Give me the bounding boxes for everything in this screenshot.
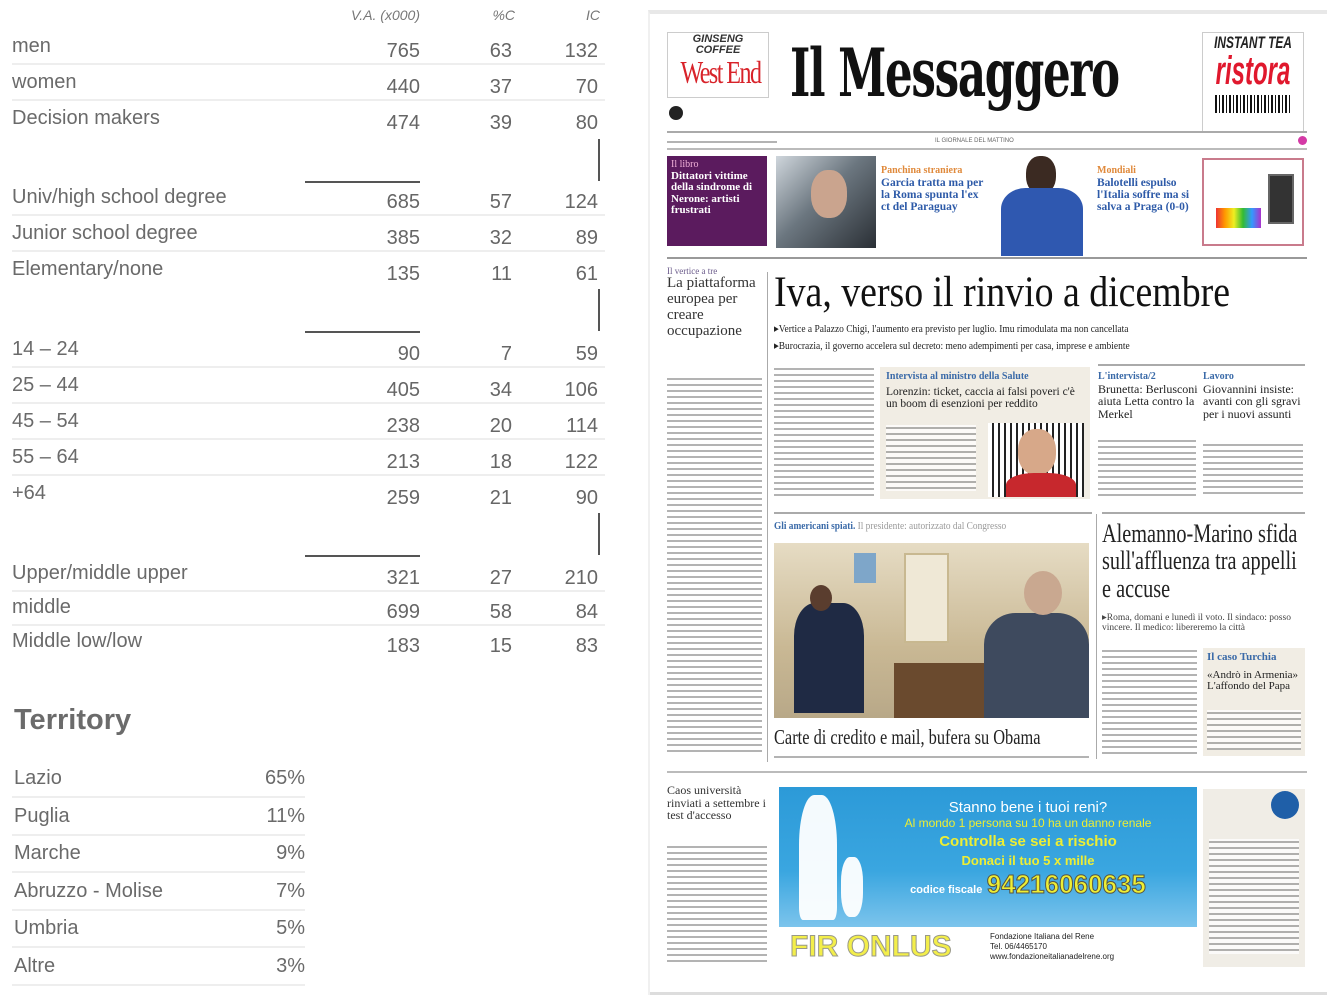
cell-ic: 114 bbox=[566, 415, 598, 437]
teaser-kicker: Il libro bbox=[671, 159, 699, 170]
row-separator bbox=[12, 796, 305, 798]
barcode-icon bbox=[1215, 95, 1291, 113]
photo-kicker-rest: Il presidente: autorizzato dal Congresso bbox=[857, 520, 1007, 532]
territory-share: 11% bbox=[266, 804, 305, 827]
ad-ristora bbox=[1202, 32, 1304, 132]
row-separator bbox=[12, 834, 305, 836]
row-separator bbox=[12, 438, 605, 440]
article-title: Giovannini insiste: avanti con gli sgravi per i nuovi assunti bbox=[1203, 381, 1301, 421]
article-universita[interactable]: Caos università rinviati a settembre i test d'accesso bbox=[667, 783, 766, 823]
ad-text: COFFEE bbox=[695, 44, 741, 56]
row-separator bbox=[12, 624, 605, 626]
row-separator bbox=[12, 63, 605, 65]
group-divider-vertical bbox=[598, 513, 600, 555]
teaser-kicker: Mondiali bbox=[1097, 165, 1136, 176]
territory-title: Territory bbox=[14, 704, 132, 736]
ad-text: GINSENG bbox=[692, 33, 744, 45]
row-separator bbox=[12, 871, 305, 873]
subhead: ▸Burocrazia, il governo accelera sul decreto: meno adempimenti per casa, imprese e ambiente bbox=[774, 340, 1130, 352]
photo-player bbox=[996, 156, 1086, 256]
territory-share: 9% bbox=[276, 842, 305, 864]
photo-kicker-bold: Gli americani spiati. bbox=[774, 520, 856, 532]
cell-ic: 210 bbox=[564, 567, 598, 589]
article-kicker: Il vertice a tre bbox=[667, 266, 718, 276]
cell-va: 135 bbox=[386, 263, 420, 285]
territory-share: 3% bbox=[276, 954, 305, 977]
cell-ic: 83 bbox=[575, 635, 598, 657]
cell-va: 685 bbox=[386, 191, 420, 213]
row-label: women bbox=[12, 71, 77, 93]
row-separator bbox=[12, 402, 605, 404]
article-piattaforma[interactable] bbox=[667, 267, 762, 339]
group-divider bbox=[305, 331, 420, 333]
newspaper-front-page bbox=[648, 10, 1327, 995]
cell-ic: 84 bbox=[575, 601, 598, 623]
ad-line: Controlla se sei a rischio bbox=[939, 833, 1117, 850]
row-separator bbox=[12, 946, 305, 948]
cell-pc: 39 bbox=[489, 112, 512, 134]
teaser-title: Dittatori vittime della sindrome di Nerone: artisti frustrati bbox=[671, 169, 753, 217]
cell-pc: 63 bbox=[489, 40, 512, 62]
territory-share: 5% bbox=[276, 917, 305, 939]
group-divider bbox=[305, 181, 420, 183]
row-label: men bbox=[12, 35, 51, 57]
territory-region: Puglia bbox=[14, 804, 70, 827]
cell-pc: 37 bbox=[489, 76, 512, 98]
row-separator bbox=[12, 366, 605, 368]
ad-brand: West End bbox=[680, 54, 761, 90]
article-kicker: L'intervista/2 bbox=[1098, 371, 1156, 382]
territory-region: Lazio bbox=[14, 767, 62, 789]
row-label: Elementary/none bbox=[12, 258, 164, 280]
cell-pc: 32 bbox=[489, 227, 512, 249]
cell-ic: 61 bbox=[575, 263, 598, 285]
cell-pc: 15 bbox=[489, 635, 512, 657]
cell-ic: 124 bbox=[564, 191, 598, 213]
territory-region: Marche bbox=[14, 842, 81, 864]
ad-fir[interactable] bbox=[779, 787, 1197, 927]
ad-org: FIR ONLUS bbox=[790, 930, 952, 963]
row-separator bbox=[12, 909, 305, 911]
cell-va: 90 bbox=[397, 343, 420, 365]
ad-cf-label: codice fiscale bbox=[910, 884, 983, 896]
ad-line: Donaci il tuo 5 x mille bbox=[961, 853, 1095, 868]
group-divider bbox=[305, 555, 420, 557]
cell-ic: 106 bbox=[564, 379, 598, 401]
cell-ic: 132 bbox=[564, 40, 598, 62]
sidebar-box bbox=[1203, 789, 1305, 967]
cell-ic: 80 bbox=[575, 112, 598, 134]
cell-ic: 59 bbox=[575, 343, 598, 365]
territory-region: Umbria bbox=[14, 917, 79, 939]
row-label: 45 – 54 bbox=[12, 410, 79, 432]
ad-web: www.fondazioneitalianadelrene.org bbox=[990, 952, 1115, 961]
cell-pc: 7 bbox=[500, 343, 512, 365]
ad-line: Al mondo 1 persona su 10 ha un danno renale bbox=[904, 816, 1152, 830]
row-label: middle bbox=[12, 596, 71, 618]
photo-caption[interactable]: Carte di credito e mail, bufera su Obama bbox=[774, 725, 1041, 749]
teaser-kicker: Panchina straniera bbox=[881, 165, 963, 176]
row-separator bbox=[12, 214, 605, 216]
cell-va: 385 bbox=[386, 227, 420, 249]
photo-minister bbox=[988, 423, 1084, 497]
article-lavoro[interactable] bbox=[1203, 372, 1305, 420]
row-label: 14 – 24 bbox=[12, 338, 79, 360]
cell-va: 699 bbox=[386, 601, 420, 623]
teaser-digital[interactable] bbox=[1202, 158, 1304, 246]
article-brunetta[interactable] bbox=[1098, 372, 1198, 420]
ad-contacts bbox=[990, 932, 1114, 962]
row-label: 55 – 64 bbox=[12, 446, 79, 468]
row-label: Decision makers bbox=[12, 107, 160, 129]
ad-text: INSTANT TEA bbox=[1214, 33, 1292, 52]
cell-pc: 11 bbox=[491, 263, 512, 285]
article-rome-title[interactable]: Alemanno-Marino sfida sull'affluenza tra appelli e accuse bbox=[1102, 519, 1298, 603]
cell-pc: 57 bbox=[489, 191, 512, 213]
article-rome-sub: ▸Roma, domani e lunedì il voto. Il sindaco: posso vincere. Il medico: libereremo la città bbox=[1102, 613, 1291, 633]
article-turchia[interactable] bbox=[1203, 648, 1305, 756]
masthead: Il Messaggero bbox=[790, 34, 1119, 112]
cell-va: 213 bbox=[386, 451, 420, 473]
teaser-title: Balotelli espulso l'Italia soffre ma si salva a Praga (0-0) bbox=[1097, 176, 1190, 213]
body-text bbox=[774, 366, 874, 496]
cell-va: 765 bbox=[386, 40, 420, 62]
row-separator bbox=[12, 250, 605, 252]
article-kicker: Lavoro bbox=[1203, 371, 1234, 382]
ad-cf: 94216060635 bbox=[986, 869, 1146, 899]
cell-pc: 58 bbox=[489, 601, 512, 623]
tagline: IL GIORNALE DEL MATTINO bbox=[935, 138, 1014, 144]
cell-ic: 122 bbox=[564, 451, 598, 473]
cell-ic: 89 bbox=[575, 227, 598, 249]
cell-ic: 70 bbox=[575, 76, 598, 98]
badge-icon bbox=[1271, 791, 1299, 819]
row-separator bbox=[12, 590, 605, 592]
cell-va: 321 bbox=[386, 567, 420, 589]
row-separator bbox=[12, 474, 605, 476]
group-divider-vertical bbox=[598, 289, 600, 331]
teaser-title: Garcia tratta ma per la Roma spunta l'ex ct del Paraguay bbox=[881, 176, 984, 213]
col-header-va: V.A. (x000) bbox=[351, 7, 420, 23]
interview-box[interactable] bbox=[880, 367, 1090, 499]
cell-pc: 20 bbox=[489, 415, 512, 437]
cell-va: 259 bbox=[386, 487, 420, 509]
ad-tel: Tel. 06/4465170 bbox=[990, 942, 1047, 951]
row-label: Univ/high school degree bbox=[12, 186, 227, 208]
row-label: +64 bbox=[12, 482, 46, 504]
divider bbox=[667, 257, 1307, 259]
cell-va: 474 bbox=[386, 112, 420, 134]
ad-brand: ristora bbox=[1215, 49, 1291, 93]
price-badge-icon bbox=[669, 106, 683, 120]
col-header-pc: %C bbox=[492, 7, 515, 23]
row-separator bbox=[12, 99, 605, 101]
divider bbox=[667, 131, 1307, 133]
article-kicker: Il caso Turchia bbox=[1207, 651, 1277, 663]
subhead: ▸Vertice a Palazzo Chigi, l'aumento era previsto per luglio. Imu rimodulata ma non cancellata bbox=[774, 323, 1129, 335]
article-title: La piattaforma europea per creare occupazione bbox=[667, 275, 756, 339]
group-divider-vertical bbox=[598, 139, 600, 181]
article-title: «Andrò in Armenia» L'affondo del Papa bbox=[1207, 668, 1299, 693]
cell-pc: 18 bbox=[489, 451, 512, 473]
cell-pc: 27 bbox=[489, 567, 512, 589]
cell-va: 238 bbox=[386, 415, 420, 437]
teaser-mondiali[interactable] bbox=[1097, 166, 1197, 213]
territory-share: 7% bbox=[276, 879, 305, 902]
divider bbox=[667, 148, 1307, 150]
photo-coach bbox=[776, 156, 876, 248]
photo-oval-office bbox=[774, 543, 1089, 718]
article-title: Lorenzin: ticket, caccia ai falsi poveri c'è un boom di esenzioni per reddito bbox=[886, 386, 1075, 411]
article-kicker: Intervista al ministro della Salute bbox=[886, 371, 1029, 382]
teaser-book[interactable] bbox=[667, 156, 767, 246]
row-label: Middle low/low bbox=[12, 630, 143, 652]
cell-pc: 34 bbox=[489, 379, 512, 401]
ad-west-end bbox=[667, 32, 769, 98]
cell-va: 405 bbox=[386, 379, 420, 401]
ad-question: Stanno bene i tuoi reni? bbox=[948, 799, 1108, 816]
col-header-ic: IC bbox=[586, 7, 600, 23]
row-label: Upper/middle upper bbox=[12, 562, 188, 584]
cell-va: 183 bbox=[386, 635, 420, 657]
territory-region: Abruzzo - Molise bbox=[14, 879, 163, 902]
row-label: 25 – 44 bbox=[12, 374, 79, 396]
photo-kicker bbox=[774, 521, 1006, 533]
body-text bbox=[667, 376, 762, 756]
cell-va: 440 bbox=[386, 76, 420, 98]
territory-share: 65% bbox=[264, 767, 305, 789]
cell-pc: 21 bbox=[489, 487, 512, 509]
main-headline[interactable]: Iva, verso il rinvio a dicembre bbox=[774, 269, 1231, 316]
row-separator bbox=[12, 984, 305, 986]
article-title: Brunetta: Berlusconi aiuta Letta contro la Merkel bbox=[1098, 381, 1198, 421]
teaser-football[interactable] bbox=[881, 166, 986, 213]
social-icon bbox=[1298, 136, 1307, 145]
ad-org-name: Fondazione Italiana del Rene bbox=[990, 932, 1095, 941]
row-label: Junior school degree bbox=[12, 222, 198, 244]
cell-ic: 90 bbox=[575, 487, 598, 509]
territory-region: Altre bbox=[14, 954, 56, 977]
